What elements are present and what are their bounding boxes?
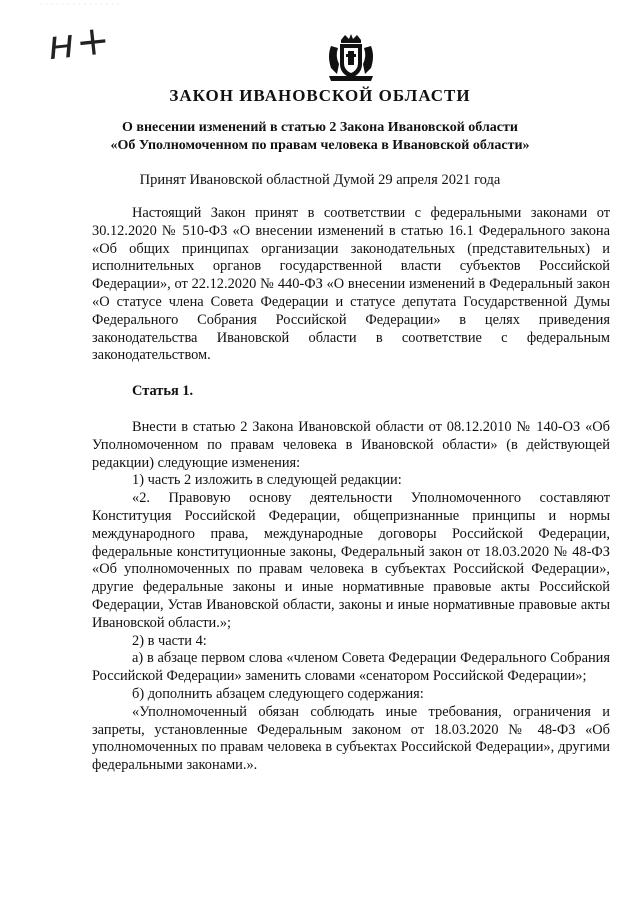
body-paragraph: 1) часть 2 изложить в следующей редакции: xyxy=(132,472,402,489)
law-body xyxy=(92,205,610,775)
body-paragraph: 2) в части 4: xyxy=(132,632,207,649)
article-heading: Статья 1. xyxy=(132,383,194,400)
preamble-paragraph: Настоящий Закон принят в соответствии с федеральными законами от 30.12.2020 № 510-ФЗ «О внесении изменений в статью 16.1 Федерального закона «Об общих принципах организации законодательных (представительных) и исполнительных органов государственной власти субъектов Российской Федерации», от 22.12.2020 № 440-ФЗ «О внесении изменений в Федеральный закон «О статусе члена Совета Федерации и статусе депутата Государственной Думы Федерального Собрания Российской Федерации» в целях приведения законодательства Ивановской области в соответствие с федеральным законодательством. xyxy=(92,205,610,364)
subtitle-line-2: «Об Уполномоченном по правам человека в Ивановской области» xyxy=(110,138,530,153)
body-paragraph: а) в абзаце первом слова «членом Совета Федерации Федерального Собрания Российской Федерации» заменить словами «сенатором Российской Федерации»; xyxy=(92,650,610,685)
body-paragraph: «2. Правовую основу деятельности Уполномоченного составляют Конституция Российской Федерации, общепризнанные принципы и нормы международного права, международные договоры Российской Федерации, федеральные конституционные законы, Федеральный закон от 18.03.2020 № 48-ФЗ «Об уполномоченных по правам человека в субъектах Российской Федерации», другие федеральные законы и иные нормативные правовые акты Российской Федерации, Устав Ивановской области, законы и иные нормативные правовые акты Ивановской области.»; xyxy=(92,490,610,631)
article-heading-wrap xyxy=(92,383,610,401)
handwritten-mark: н+ xyxy=(45,16,114,70)
scan-artifact: · · · · · · · · · · · · · · · xyxy=(40,2,120,8)
body-paragraph: Внести в статью 2 Закона Ивановской области от 08.12.2010 № 140-ОЗ «Об Уполномоченном по правам человека в Ивановской области» (в действующей редакции) следующие изменения: xyxy=(92,418,610,471)
adoption-line: Принят Ивановской областной Думой 29 апреля 2021 года xyxy=(139,172,501,188)
body-paragraph: б) дополнить абзацем следующего содержания: xyxy=(132,685,424,702)
law-title: ЗАКОН ИВАНОВСКОЙ ОБЛАСТИ xyxy=(169,86,471,105)
law-subtitle xyxy=(0,119,640,155)
body-paragraph: «Уполномоченный обязан соблюдать иные требования, ограничения и запреты, установленные Федеральным законом от 18.03.2020 № 48-ФЗ «Об уполномоченных по правам человека в субъектах Российской Федерации», другими федеральными законами.». xyxy=(92,703,610,774)
coat-of-arms-icon xyxy=(323,34,379,82)
subtitle-line-1: О внесении изменений в статью 2 Закона Ивановской области xyxy=(122,120,518,135)
